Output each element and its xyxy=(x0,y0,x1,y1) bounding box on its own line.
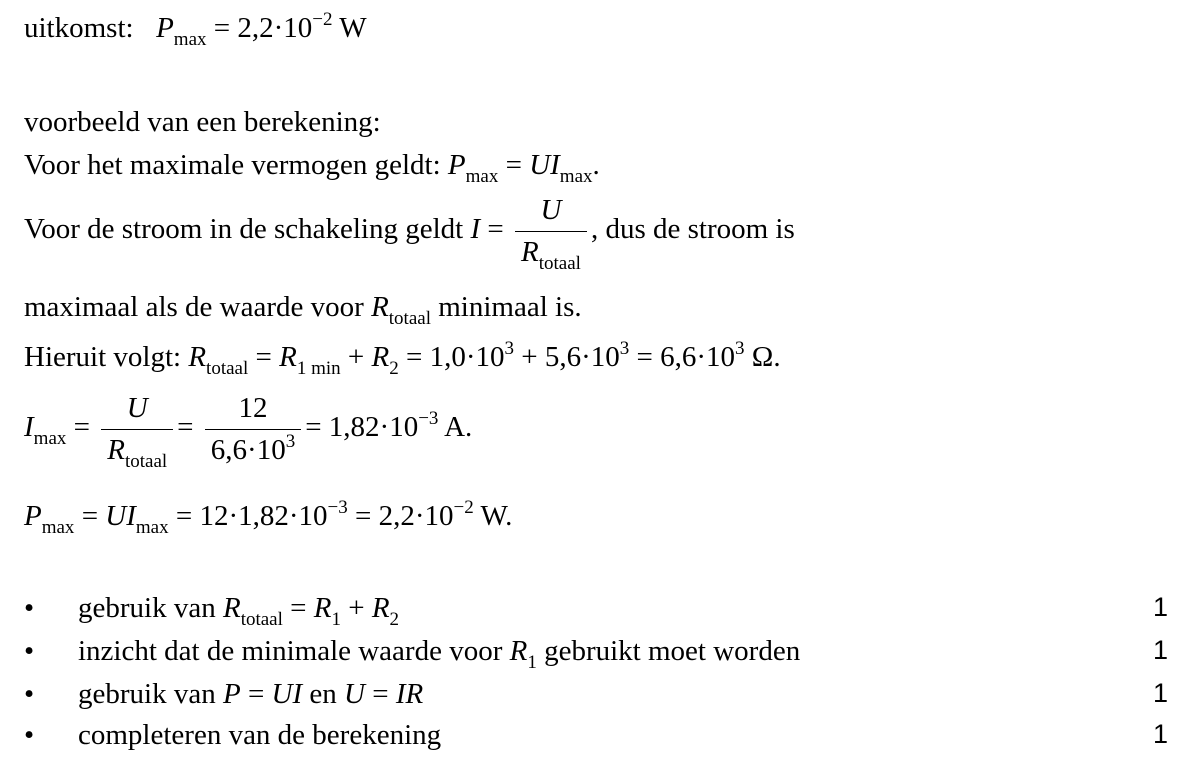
example-line-2-text-before: Voor de stroom in de schakeling geldt xyxy=(24,213,464,246)
scoring-item xyxy=(24,635,1180,673)
fraction-u-over-rtotaal-2: $\frac{U}{R_{totaal}}$ xyxy=(101,394,173,465)
scoring-item-points: 1 xyxy=(1152,635,1168,665)
bullet-icon: • xyxy=(24,592,35,624)
scoring-item-points: 1 xyxy=(1152,719,1168,749)
example-line-4 xyxy=(24,338,781,379)
example-line-3-text-after: minimaal is. xyxy=(438,291,582,323)
example-heading: voorbeeld van een berekening: xyxy=(24,106,381,138)
bullet-icon: • xyxy=(24,719,35,751)
example-line-2-text-after: , dus de stroom is xyxy=(590,213,795,246)
scoring-item-points: 1 xyxy=(1152,592,1168,622)
example-line-4-text: Hieruit volgt: xyxy=(24,341,182,373)
scoring-item-text: gebruik van P = UI en U = IR xyxy=(78,678,424,710)
example-line-1-text: Voor het maximale vermogen geldt: xyxy=(24,149,441,181)
fraction-u-over-rtotaal: $\frac{U}{R_{totaal}}$ xyxy=(515,196,587,267)
scoring-item xyxy=(24,719,1180,753)
example-line-3-symbol: $R_{totaal}$ xyxy=(371,291,431,329)
bullet-icon: • xyxy=(24,678,35,710)
example-line-6 xyxy=(24,497,513,538)
example-line-3-text-before: maximaal als de waarde voor xyxy=(24,291,364,323)
example-line-2 xyxy=(24,194,795,274)
scoring-item-text: completeren van de berekening xyxy=(78,719,442,751)
scoring-item-text: inzicht dat de minimale waarde voor $R_1$ gebruikt moet worden xyxy=(78,635,801,673)
example-line-4-formula: $R_{totaal} = R_{1 min} + R_2 = 1,0\cdot 10^3 + 5,6\cdot 10^3 = 6,6\cdot 10^3$ Ω. xyxy=(188,338,781,379)
scoring-item-text: gebruik van $R_{totaal} = R_1 + R_2$ xyxy=(78,592,400,630)
scoring-item-points: 1 xyxy=(1152,678,1168,708)
fraction-12-over-value: $\frac{12}{6,6\cdot 10^3}$ xyxy=(205,394,301,465)
example-line-3 xyxy=(24,291,582,329)
example-line-6-formula: $P_{max} = UI_{max} = 12\cdot 1,82\cdot 10^{-3} = 2,2\cdot 10^{-2}$ W. xyxy=(24,497,513,538)
example-line-5-formula: $I_{max}$ = $\frac{U}{R_{totaal}}$ = $\frac{12}{6,6\cdot 10^3}$ = $1,82\cdot 10^{-3}$ A. xyxy=(24,392,473,472)
result-line xyxy=(24,9,367,50)
example-line-2-formula: I = $\frac{U}{R_{totaal}}$ xyxy=(470,213,590,245)
bullet-icon: • xyxy=(24,635,35,667)
result-label: uitkomst: xyxy=(24,12,134,44)
scoring-item xyxy=(24,678,1180,712)
result-formula: $P_{max} = 2,2\cdot 10^{-2}$ W xyxy=(156,9,367,50)
example-line-1-formula: $P_{max} = UI_{max}$. xyxy=(447,149,600,187)
example-line-5 xyxy=(24,392,473,472)
scoring-item xyxy=(24,592,1180,630)
example-line-1 xyxy=(24,149,600,187)
